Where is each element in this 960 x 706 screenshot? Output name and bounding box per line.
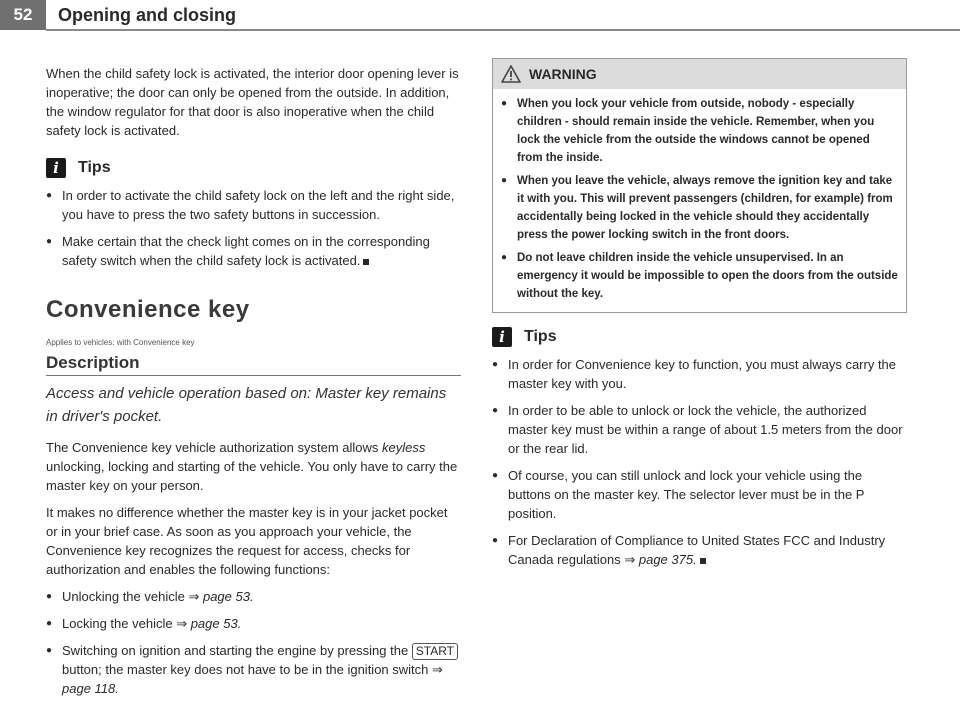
description-paragraph: It makes no difference whether the master key is in your jacket pocket or in your brief case. As soon as you approach your vehicle, the Convenience key recognizes the request for access, checks for authorization and enables the following functions: — [46, 505, 448, 577]
bullet-icon: ● — [501, 175, 508, 186]
tip-item — [46, 232, 461, 270]
warning-box — [492, 58, 907, 313]
page-reference-link[interactable]: ⇒ page 118. — [62, 662, 443, 696]
function-item: ● Locking the vehicle ⇒ page 53. — [46, 616, 242, 631]
bullet-icon: ● — [492, 535, 499, 546]
bullet-icon: ● — [501, 98, 508, 109]
tips-title: Tips — [524, 328, 557, 345]
warning-triangle-icon — [501, 65, 521, 83]
warning-body — [493, 89, 906, 312]
warning-item — [501, 95, 898, 167]
subsection-title: Description — [46, 353, 461, 376]
warning-item — [501, 172, 898, 244]
tips-header — [492, 327, 907, 347]
info-icon: i — [492, 327, 512, 347]
description-paragraph: The Convenience key vehicle authorization system allows keyless unlocking, locking and starting of the vehicle. You only have to carry the master key on your person. — [46, 440, 458, 493]
intro-paragraph: When the child safety lock is activated, the interior door opening lever is inoperative; the door can only be opened from the outside. In addition, the window regulator for that door is also inoperative when the child safety lock is activated. — [46, 66, 459, 138]
bullet-icon: ● — [492, 405, 499, 416]
end-mark-icon — [700, 558, 706, 564]
tip-item — [492, 531, 907, 569]
warning-text: When you lock your vehicle from outside, nobody - especially children - should remain inside the vehicle. Remember, when you lock the vehicle from the outside the windows cannot be opened from the inside. — [517, 98, 875, 164]
tip-item — [492, 401, 907, 458]
bullet-icon: ● — [501, 252, 508, 263]
bullet-icon: ● — [46, 236, 53, 247]
tip-text: In order for Convenience key to function, you must always carry the master key with you. — [508, 357, 897, 391]
start-button-label: START — [412, 643, 458, 660]
bullet-icon: ● — [46, 618, 53, 629]
end-mark-icon — [363, 259, 369, 265]
page-reference-link[interactable]: ⇒ page 375. — [624, 552, 697, 567]
tips-title: Tips — [78, 159, 111, 176]
tip-text: For Declaration of Compliance to United States FCC and Industry Canada regulations ⇒ page 375. — [508, 533, 886, 567]
warning-text: When you leave the vehicle, always remove the ignition key and take it with you. This will prevent passengers (children, for example) from accidentally being locked in the vehicle should they accidentally press the power locking switch in the front doors. — [517, 175, 893, 241]
section-title: Convenience key — [46, 296, 250, 323]
page-number: 52 — [0, 0, 46, 30]
header-rule — [46, 29, 960, 31]
info-icon: i — [46, 158, 66, 178]
left-column — [46, 64, 461, 706]
warning-text: Do not leave children inside the vehicle unsupervised. In an emergency it would be impossible to open the doors from the outside without the key. — [517, 252, 898, 300]
page-reference-link[interactable]: ⇒ page 53. — [176, 616, 242, 631]
tip-item — [46, 186, 461, 224]
warning-title: WARNING — [529, 66, 597, 82]
tip-text: Make certain that the check light comes on in the corresponding safety switch when the child safety lock is activated. — [62, 234, 430, 268]
lead-text: Access and vehicle operation based on: Master key remains in driver's pocket. — [46, 385, 447, 425]
function-item: ● Unlocking the vehicle ⇒ page 53. — [46, 589, 254, 604]
page-reference-link[interactable]: ⇒ page 53. — [188, 589, 254, 604]
tips-header — [46, 158, 461, 178]
bullet-icon: ● — [492, 359, 499, 370]
bullet-icon: ● — [46, 645, 53, 656]
tip-text: In order to activate the child safety lock on the left and the right side, you have to press the two safety buttons in succession. — [62, 188, 455, 222]
tip-text: In order to be able to unlock or lock the vehicle, the authorized master key must be within a range of about 1.5 meters from the door or the rear lid. — [508, 403, 903, 456]
right-column — [492, 58, 907, 577]
chapter-title: Opening and closing — [58, 5, 237, 25]
tip-item — [492, 355, 907, 393]
tip-text: Of course, you can still unlock and lock your vehicle using the buttons on the master key. The selector lever must be in the P position. — [508, 468, 865, 521]
function-item: ● Switching on ignition and starting the engine by pressing the START button; the master key does not have to be in the ignition switch ⇒ page 118. — [46, 641, 461, 698]
warning-item — [501, 249, 898, 303]
bullet-icon: ● — [46, 190, 53, 201]
bullet-icon: ● — [46, 591, 53, 602]
applies-to: Applies to vehicles: with Convenience key — [46, 338, 195, 347]
warning-header — [493, 59, 906, 89]
bullet-icon: ● — [492, 470, 499, 481]
tip-item — [492, 466, 907, 523]
